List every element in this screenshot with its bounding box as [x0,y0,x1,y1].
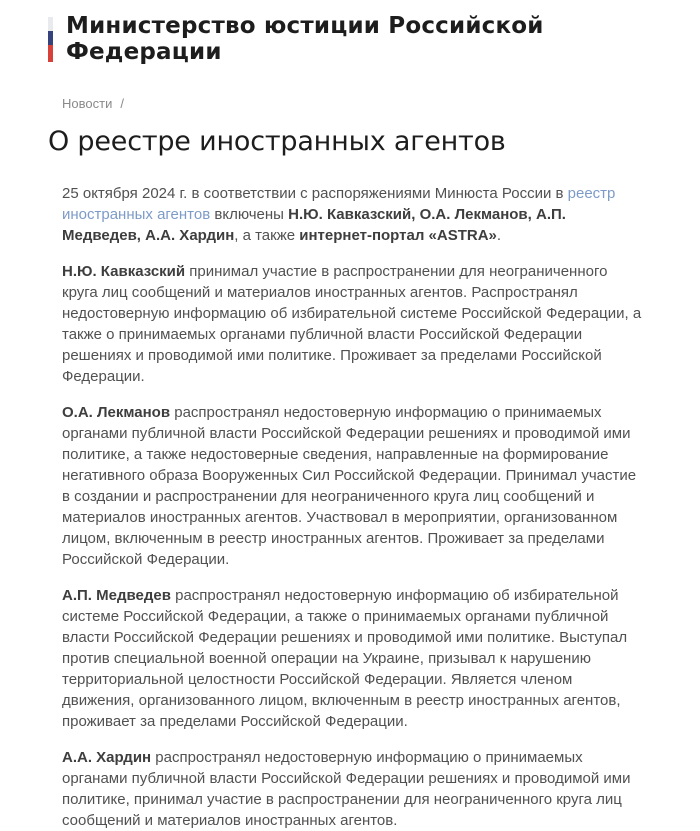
foreign-agents-registry-link[interactable]: реестр иностранных агентов [62,185,616,223]
paragraph [62,261,642,387]
flag-red-stripe [48,45,53,62]
text-segment: . [496,227,502,244]
text-segment: распространял недостоверную информацию об избирательной системе Российской Федерации, а также о принимаемых органами публичной власти Российской Федерации решениях и проводимой ими политике. Выступал против специальной военной операции на Украине, призывал к нарушению территориальной целостности Российской Федерации. Является членом движения, организованного лицом, включенным в реестр иностранных агентов, проживает за пределами Российской Федерации. [62,587,628,730]
paragraph [62,183,642,246]
highlighted-name: интернет-портал «ASTRA» [299,227,497,244]
flag-blue-stripe [48,31,53,45]
paragraph [62,585,642,732]
highlighted-name: А.П. Медведев [62,587,171,604]
highlighted-name: Н.Ю. Кавказский [62,263,186,280]
breadcrumb [62,96,645,111]
text-segment: включены [210,206,289,223]
paragraph [62,402,642,570]
highlighted-name: Н.Ю. Кавказский, О.А. Лекманов, А.П. Медведев, А.А. Хардин [62,206,566,244]
highlighted-name: О.А. Лекманов [62,404,171,421]
breadcrumb-news-link[interactable]: Новости [62,96,113,111]
text-segment: распространял недостоверную информацию о принимаемых органами публичной власти Российской Федерации решениях и проводимой ими политике, принимал участие в распространении для неограниченного круга лиц сообщений и материалов иностранных агентов. [62,749,631,829]
text-segment: , а также [234,227,300,244]
paragraph [62,747,642,831]
text-segment: принимал участие в распространении для неограниченного круга лиц сообщений и материалов иностранных агентов. Распространял недостоверную информацию об избирательной системе Российской Федерации, а также о принимаемых органами публичной власти Российской Федерации решениях и проводимой ими политике. Проживает за пределами Российской Федерации. [62,263,642,385]
site-header [48,13,645,65]
flag-white-stripe [48,17,53,31]
page-title: О реестре иностранных агентов [48,126,506,157]
russian-flag-logo-icon [48,17,53,62]
highlighted-name: А.А. Хардин [62,749,152,766]
article-body [62,183,642,831]
site-title[interactable]: Министерство юстиции Российской Федерации [66,13,544,65]
breadcrumb-separator: / [120,96,124,111]
text-segment: 25 октября 2024 г. в соответствии с распоряжениями Минюста России в [62,185,568,202]
text-segment: распространял недостоверную информацию о принимаемых органами публичной власти Российской Федерации решениях и проводимой ими политике, а также недостоверные сведения, направленные на формирование негативного образа Вооруженных Сил Российской Федерации. Принимал участие в создании и распространении для неограниченного круга лиц сообщений и материалов иностранных агентов. Участвовал в мероприятии, организованном лицом, включенным в реестр иностранных агентов. Проживает за пределами Российской Федерации. [62,404,637,568]
